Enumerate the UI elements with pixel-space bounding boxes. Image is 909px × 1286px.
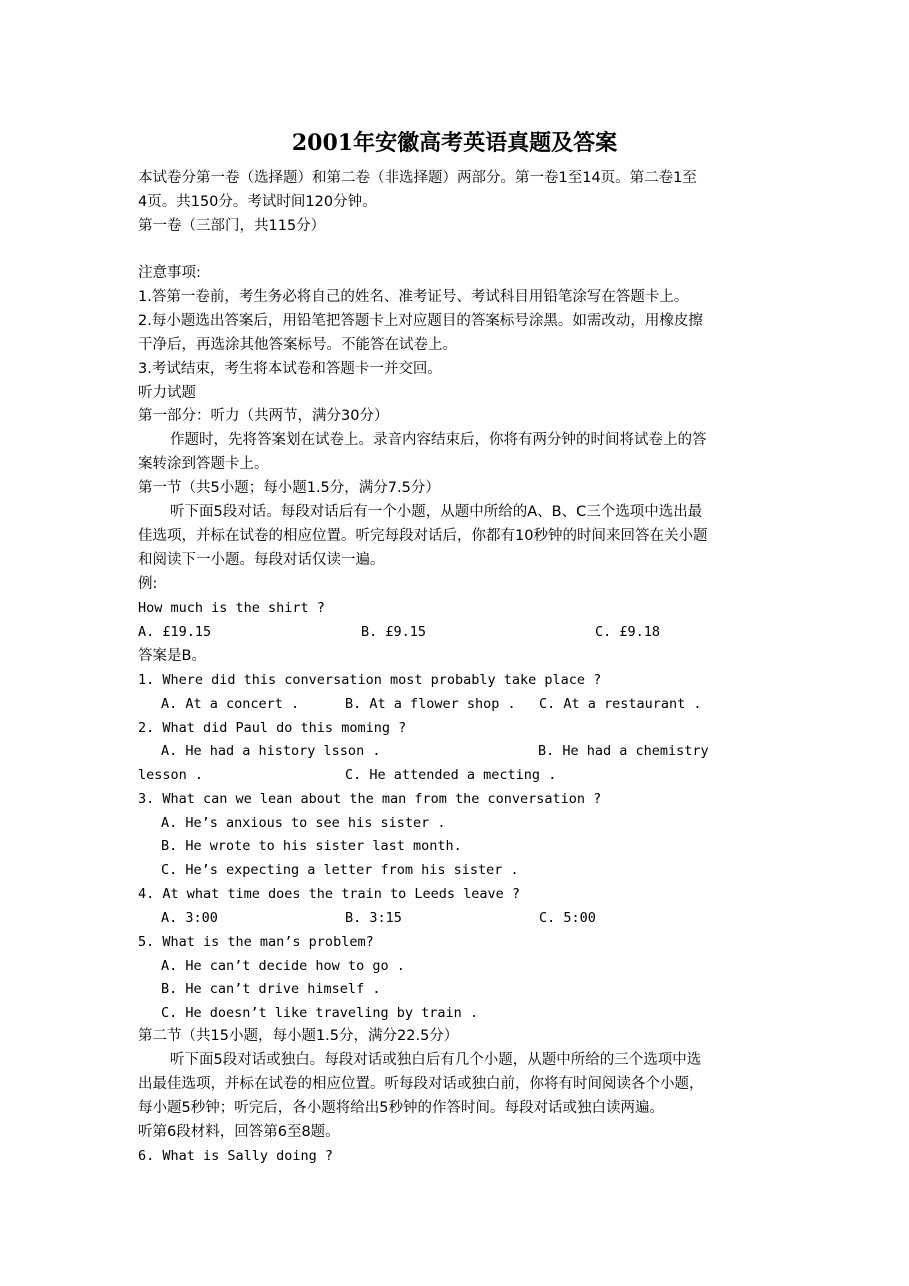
note-line-3: 干净后，再选涂其他答案标号。不能答在试卷上。 (138, 337, 457, 353)
section1-heading: 第一节（共5小题；每小题1.5分，满分7.5分） (138, 480, 440, 496)
q1-option-c: C. At a restaurant . (539, 696, 702, 712)
section1-instruction-3: 和阅读下一小题。每段对话仅读一遍。 (138, 552, 385, 568)
question-5: 5. What is the man’s problem? (138, 934, 374, 950)
section1-instruction-2: 佳选项，并标在试卷的相应位置。听完每段对话后，你都有10秒钟的时间来回答在关小题 (138, 528, 708, 544)
q2-option-b: B. He had a chemistry (538, 743, 709, 759)
section2-instruction-1: 听下面5段对话或独白。每段对话或独白后有几个小题，从题中所给的三个选项中选 (170, 1052, 702, 1068)
note-line-1: 1.答第一卷前，考生务必将自己的姓名、准考证号、考试科目用铅笔涂写在答题卡上。 (138, 289, 689, 305)
section2-heading: 第二节（共15小题，每小题1.5分，满分22.5分） (138, 1028, 459, 1044)
q3-option-b: B. He wrote to his sister last month. (161, 838, 462, 854)
q4-option-c: C. 5:00 (539, 910, 596, 926)
example-label: 例: (138, 576, 158, 592)
q4-option-a: A. 3:00 (161, 910, 218, 926)
q2-option-a: A. He had a history lsson . (161, 743, 381, 759)
question-6: 6. What is Sally doing ? (138, 1148, 334, 1164)
q5-option-a: A. He can’t decide how to go . (161, 958, 405, 974)
question-4: 4. At what time does the train to Leeds leave ? (138, 886, 521, 902)
listening-title: 听力试题 (138, 385, 196, 401)
part1-instruction-2: 案转涂到答题卡上。 (138, 456, 269, 472)
intro-line-2: 4页。共150分。考试时间120分钟。 (138, 194, 377, 210)
question-1: 1. Where did this conversation most probably take place ? (138, 672, 602, 688)
example-answer: 答案是B。 (138, 648, 206, 664)
example-option-a: A. £19.15 (138, 624, 212, 640)
note-line-2: 2.每小题选出答案后，用铅笔把答题卡上对应题目的答案标号涂黑。如需改动，用橡皮擦 (138, 313, 703, 329)
example-question: How much is the shirt ? (138, 600, 325, 616)
q2-option-c: C. He attended a mecting . (345, 767, 557, 783)
part1-heading: 第一部分：听力（共两节，满分30分） (138, 408, 389, 424)
section2-instruction-3: 每小题5秒钟；听完后，各小题将给出5秒钟的作答时间。每段对话或独白读两遍。 (138, 1100, 664, 1116)
material-6-instruction: 听第6段材料，回答第6至8题。 (138, 1124, 340, 1140)
notes-heading: 注意事项: (138, 265, 201, 281)
part1-instruction-1: 作题时，先将答案划在试卷上。录音内容结束后，你将有两分钟的时间将试卷上的答 (170, 432, 707, 448)
q4-option-b: B. 3:15 (345, 910, 402, 926)
section2-instruction-2: 出最佳选项，并标在试卷的相应位置。听每段对话或独白前，你将有时间阅读各个小题， (138, 1076, 704, 1092)
q1-option-a: A. At a concert . (161, 696, 300, 712)
section1-instruction-1: 听下面5段对话。每段对话后有一个小题，从题中所给的A、B、C三个选项中选出最 (170, 504, 703, 520)
note-line-4: 3.考试结束，考生将本试卷和答题卡一并交回。 (138, 361, 442, 377)
q3-option-a: A. He’s anxious to see his sister . (161, 815, 446, 831)
example-option-c: C. £9.18 (595, 624, 661, 640)
q3-option-c: C. He’s expecting a letter from his sister . (161, 862, 519, 878)
document-title: 2001年安徽高考英语真题及答案 (291, 130, 618, 156)
example-option-b: B. £9.15 (361, 624, 427, 640)
q2-option-b-continued: lesson . (138, 767, 204, 783)
q5-option-b: B. He can’t drive himself . (161, 981, 381, 997)
question-2: 2. What did Paul do this moming ? (138, 720, 407, 736)
intro-line-3: 第一卷（三部门，共115分） (138, 218, 326, 234)
question-3: 3. What can we lean about the man from the conversation ? (138, 791, 602, 807)
q5-option-c: C. He doesn’t like traveling by train . (161, 1005, 478, 1021)
q1-option-b: B. At a flower shop . (345, 696, 516, 712)
intro-line-1: 本试卷分第一卷（选择题）和第二卷（非选择题）两部分。第一卷1至14页。第二卷1至 (138, 170, 697, 186)
